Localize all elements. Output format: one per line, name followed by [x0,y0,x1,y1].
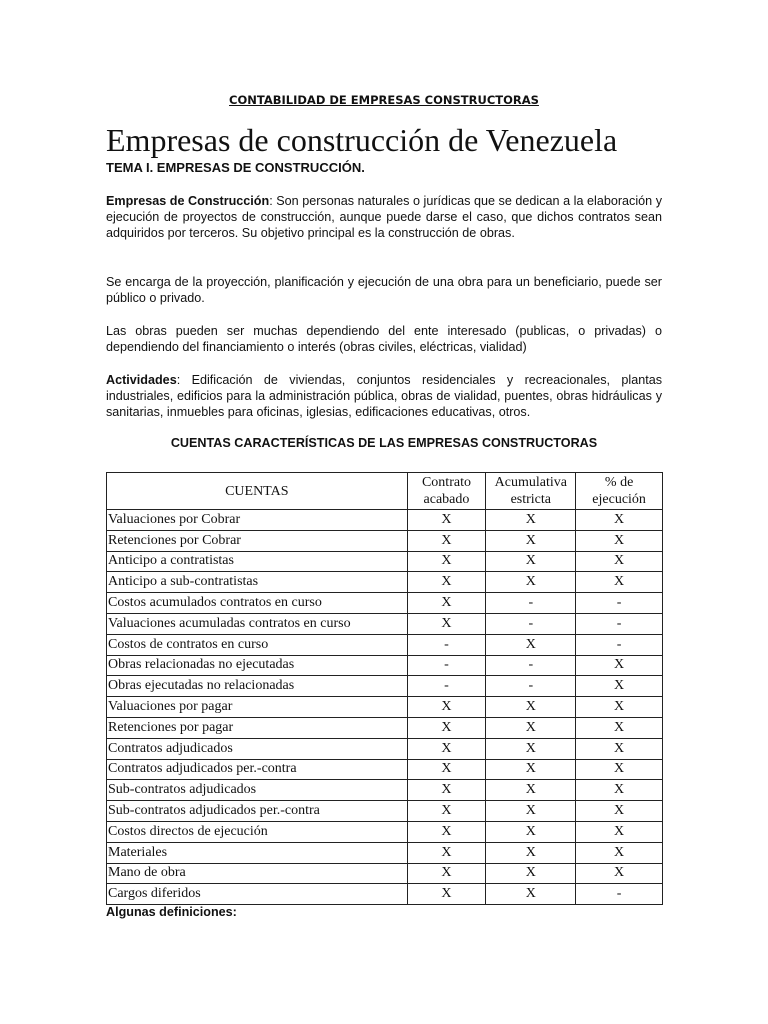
account-name-cell: Valuaciones por pagar [107,697,408,718]
method-mark-cell: X [407,801,486,822]
method-mark-cell: X [576,572,663,593]
column-header [407,473,486,510]
account-name-cell: Obras ejecutadas no relacionadas [107,676,408,697]
method-mark-cell: X [576,530,663,551]
definitions-heading: Algunas definiciones: [106,905,237,919]
paragraph-text: Las obras pueden ser muchas dependiendo del ente interesado (publicas, o privadas) o dependiendo del financiamiento o interés (obras civiles, eléctricas, vialidad) [106,324,662,354]
method-mark-cell: X [486,801,576,822]
table-row [107,821,663,842]
method-mark-cell: X [576,801,663,822]
method-mark-cell: - [486,593,576,614]
method-mark-cell: X [407,759,486,780]
method-mark-cell: X [407,717,486,738]
table-row [107,551,663,572]
table-row [107,655,663,676]
method-mark-cell: X [576,863,663,884]
paragraph-text: Se encarga de la proyección, planificación y ejecución de una obra para un beneficiario, puede ser público o privado. [106,275,662,305]
account-name-cell: Obras relacionadas no ejecutadas [107,655,408,676]
account-name-cell: Costos de contratos en curso [107,634,408,655]
account-name-cell: Costos directos de ejecución [107,821,408,842]
method-mark-cell: - [576,634,663,655]
method-mark-cell: - [576,613,663,634]
table-row [107,510,663,531]
account-name-cell: Valuaciones por Cobrar [107,510,408,531]
method-mark-cell: - [576,593,663,614]
table-row [107,593,663,614]
method-mark-cell: X [486,842,576,863]
account-name-cell: Sub-contratos adjudicados per.-contra [107,801,408,822]
account-name-cell: Retenciones por Cobrar [107,530,408,551]
account-name-cell: Retenciones por pagar [107,717,408,738]
table-row [107,676,663,697]
method-mark-cell: X [407,613,486,634]
method-mark-cell: X [486,738,576,759]
method-mark-cell: X [576,759,663,780]
table-row [107,530,663,551]
method-mark-cell: X [486,634,576,655]
method-mark-cell: X [407,572,486,593]
method-mark-cell: X [486,821,576,842]
account-name-cell: Mano de obra [107,863,408,884]
method-mark-cell: - [576,884,663,905]
method-mark-cell: X [486,717,576,738]
column-header-line: acabado [423,492,470,507]
column-header-line: Acumulativa [494,475,567,490]
method-mark-cell: X [407,884,486,905]
paragraph-empresas-construccion [106,193,662,241]
account-name-cell: Anticipo a sub-contratistas [107,572,408,593]
method-mark-cell: - [486,676,576,697]
paragraph-term: Actividades [106,373,177,387]
method-mark-cell: X [576,676,663,697]
method-mark-cell: X [576,510,663,531]
table-row [107,697,663,718]
paragraph-obras [106,323,662,355]
method-mark-cell: X [407,863,486,884]
method-mark-cell: X [407,530,486,551]
paragraph-proyeccion [106,274,662,306]
column-header-line: % de [604,475,634,490]
account-name-cell: Materiales [107,842,408,863]
table-row [107,613,663,634]
method-mark-cell: X [486,884,576,905]
method-mark-cell: X [486,510,576,531]
method-mark-cell: X [486,530,576,551]
column-header-line: ejecución [592,492,646,507]
method-mark-cell: X [576,551,663,572]
account-name-cell: Anticipo a contratistas [107,551,408,572]
table-row [107,863,663,884]
column-header [107,473,408,510]
method-mark-cell: X [407,780,486,801]
method-mark-cell: X [407,510,486,531]
header-row [107,473,663,510]
method-mark-cell: X [486,697,576,718]
method-mark-cell: X [407,821,486,842]
method-mark-cell: X [407,551,486,572]
column-header [576,473,663,510]
method-mark-cell: X [576,842,663,863]
account-name-cell: Contratos adjudicados per.-contra [107,759,408,780]
paragraph-actividades [106,372,662,420]
method-mark-cell: - [407,655,486,676]
page-title: Empresas de construcción de Venezuela [106,122,618,158]
table-row [107,759,663,780]
method-mark-cell: X [486,863,576,884]
method-mark-cell: - [486,613,576,634]
accounts-table-body [107,510,663,905]
method-mark-cell: X [486,759,576,780]
section-heading: TEMA I. EMPRESAS DE CONSTRUCCIÓN. [106,160,365,175]
accounts-table [106,472,663,905]
table-row [107,634,663,655]
method-mark-cell: X [407,593,486,614]
paragraph-text: : Son personas naturales o jurídicas que se dedican a la elaboración y ejecución de proyectos de construcción, aunque puede darse el caso, que dichos contratos sean adquiridos por terceros. Su objetivo principal es la construcción de obras. [106,194,662,240]
method-mark-cell: X [576,655,663,676]
column-header-line: Contrato [421,475,471,490]
account-name-cell: Sub-contratos adjudicados [107,780,408,801]
method-mark-cell: X [576,738,663,759]
account-name-cell: Cargos diferidos [107,884,408,905]
method-mark-cell: X [407,697,486,718]
table-row [107,884,663,905]
method-mark-cell: X [486,572,576,593]
accounts-table-header [107,473,663,510]
table-row [107,780,663,801]
table-row [107,801,663,822]
account-name-cell: Costos acumulados contratos en curso [107,593,408,614]
paragraph-text: : Edificación de viviendas, conjuntos residenciales y recreacionales, plantas industriales, edificios para la administración pública, obras de vialidad, puentes, obras hidráulicas y sanitarias, inmuebles para oficinas, iglesias, edificaciones educativas, otros. [106,373,662,419]
table-row [107,572,663,593]
method-mark-cell: X [576,697,663,718]
table-row [107,717,663,738]
method-mark-cell: - [407,634,486,655]
method-mark-cell: X [407,842,486,863]
method-mark-cell: - [486,655,576,676]
method-mark-cell: X [576,717,663,738]
table-row [107,738,663,759]
document-header: CONTABILIDAD DE EMPRESAS CONSTRUCTORAS [229,93,539,107]
column-header-line: estricta [510,492,551,507]
table-row [107,842,663,863]
method-mark-cell: X [576,821,663,842]
table-title: CUENTAS CARACTERÍSTICAS DE LAS EMPRESAS CONSTRUCTORAS [170,436,598,450]
column-header [486,473,576,510]
paragraph-term: Empresas de Construcción [106,194,270,208]
method-mark-cell: X [486,780,576,801]
method-mark-cell: X [407,738,486,759]
column-header-line: CUENTAS [225,483,289,499]
method-mark-cell: X [576,780,663,801]
account-name-cell: Contratos adjudicados [107,738,408,759]
method-mark-cell: X [486,551,576,572]
account-name-cell: Valuaciones acumuladas contratos en curso [107,613,408,634]
method-mark-cell: - [407,676,486,697]
